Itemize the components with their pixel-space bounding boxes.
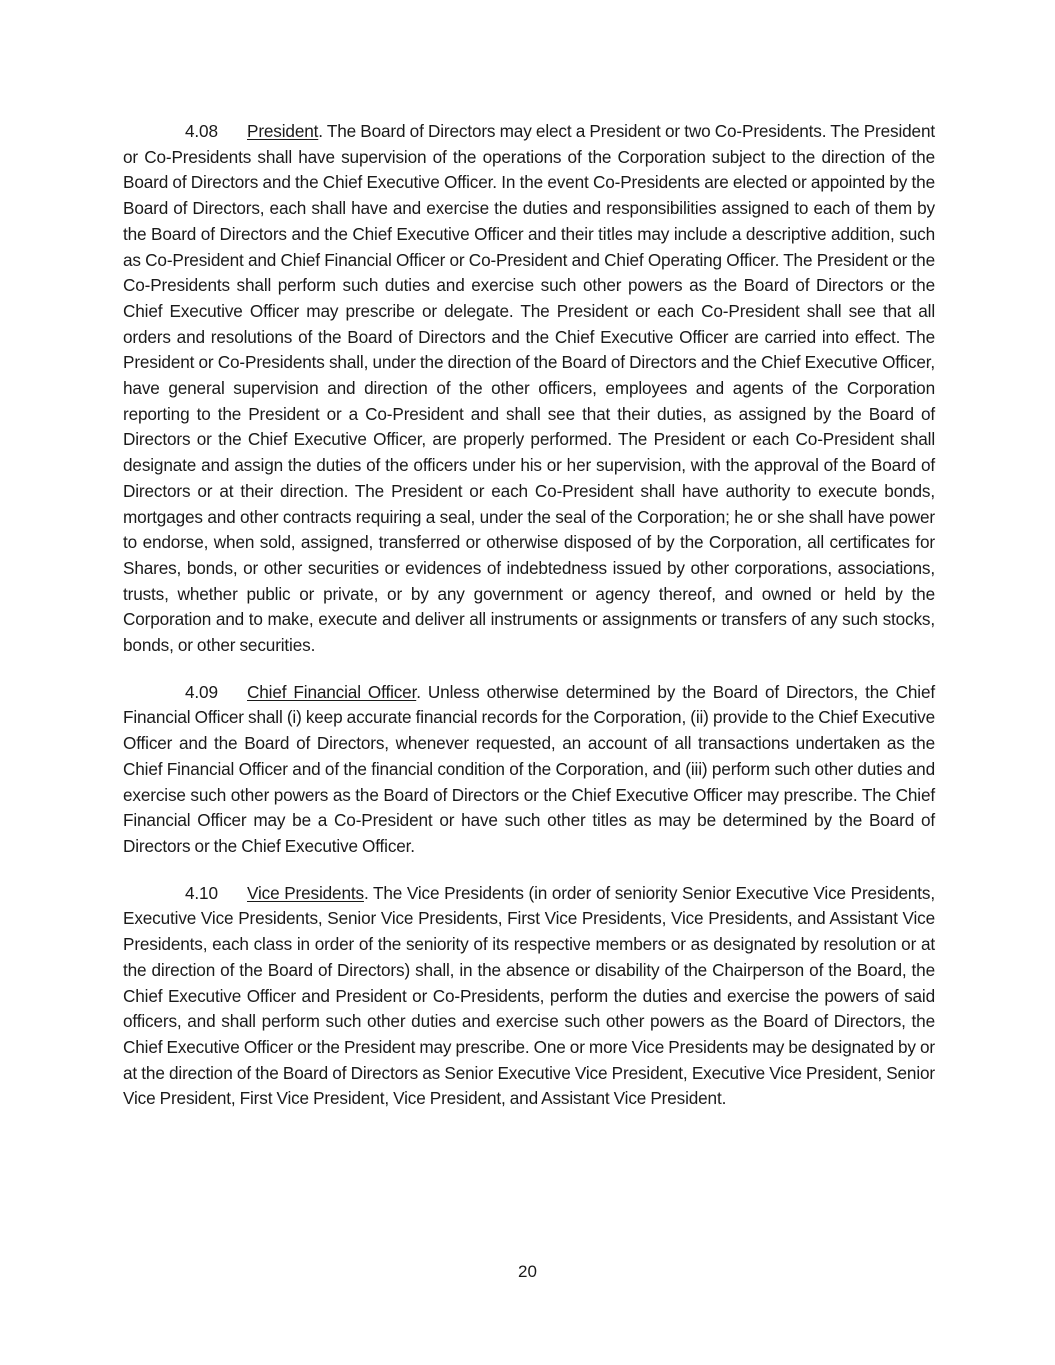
section-heading: President (247, 121, 319, 141)
section-number: 4.09 (185, 681, 218, 702)
section-number: 4.10 (185, 882, 218, 903)
section-number: 4.08 (185, 121, 218, 141)
document-page (123, 119, 935, 1133)
section-body: . The Vice Presidents (in order of seniority Senior Executive Vice Presidents, Executive Vice Presidents, Senior Vice Presidents, First Vice Presidents, Vice Presidents, and Assistant Vice Presidents, each class in order of the seniority of its respective members or as designated by resolution or at the direction of the Board of Directors) shall, in the absence or disability of the Chairperson of the Board, the Chief Executive Officer and President or Co-Presidents, perform the duties and exercise the powers of said officers, and shall perform such other duties and exercise such other powers as the Board of Directors, the Chief Executive Officer or the President may prescribe. One or more Vice Presidents may be designated by or at the direction of the Board of Directors as Senior Executive Vice President, Executive Vice President, Senior Vice President, First Vice President, Vice President, and Assistant Vice President. (123, 882, 935, 1109)
section-body: . Unless otherwise determined by the Board of Directors, the Chief Financial Officer shall (i) keep accurate financial records for the Corporation, (ii) provide to the Chief Executive Officer and the Board of Directors, whenever requested, an account of all transactions undertaken as the Chief Financial Officer and of the financial condition of the Corporation, and (iii) perform such other duties and exercise such other powers as the Board of Directors or the Chief Executive Officer may prescribe. The Chief Financial Officer may be a Co-President or have such other titles as may be determined by the Board of Directors or the Chief Executive Officer. (123, 681, 935, 856)
section-4-09 (123, 680, 935, 860)
section-heading: Vice Presidents (247, 882, 364, 903)
section-4-08 (123, 119, 935, 659)
page-number: 20 (518, 1262, 537, 1281)
section-4-10 (123, 881, 935, 1112)
section-body: . The Board of Directors may elect a President or two Co-Presidents. The President or Co-Presidents shall have supervision of the operations of the Corporation subject to the direction of the Board of Directors and the Chief Executive Officer. In the event Co-Presidents are elected or appointed by the Board of Directors, each shall have and exercise the duties and responsibilities assigned to each of them by the Board of Directors and the Chief Executive Officer and their titles may include a descriptive addition, such as Co-President and Chief Financial Officer or Co-President and Chief Operating Officer. The President or the Co-Presidents shall perform such duties and exercise such other powers as the Board of Directors or the Chief Executive Officer may prescribe or delegate. The President or each Co-President shall see that all orders and resolutions of the Board of Directors and the Chief Executive Officer are carried into effect. The President or Co-Presidents shall, under the direction of the Board of Directors and the Chief Executive Officer, have general supervision and direction of the other officers, employees and agents of the Corporation reporting to the President or a Co-President and shall see that their duties, as assigned by the Board of Directors or the Chief Executive Officer, are properly performed. The President or each Co-President shall designate and assign the duties of the officers under his or her supervision, with the approval of the Board of Directors or at their direction. The President or each Co-President shall have authority to execute bonds, mortgages and other contracts requiring a seal, under the seal of the Corporation; he or she shall have power to endorse, when sold, assigned, transferred or otherwise disposed of by the Corporation, all certificates for Shares, bonds, or other securities or evidences of indebtedness issued by other corporations, associations, trusts, whether public or private, or by any government or agency thereof, and owned or held by the Corporation and to make, execute and deliver all instruments or assignments or transfers of any such stocks, bonds, or other securities. (123, 121, 935, 656)
section-heading: Chief Financial Officer (247, 681, 417, 702)
